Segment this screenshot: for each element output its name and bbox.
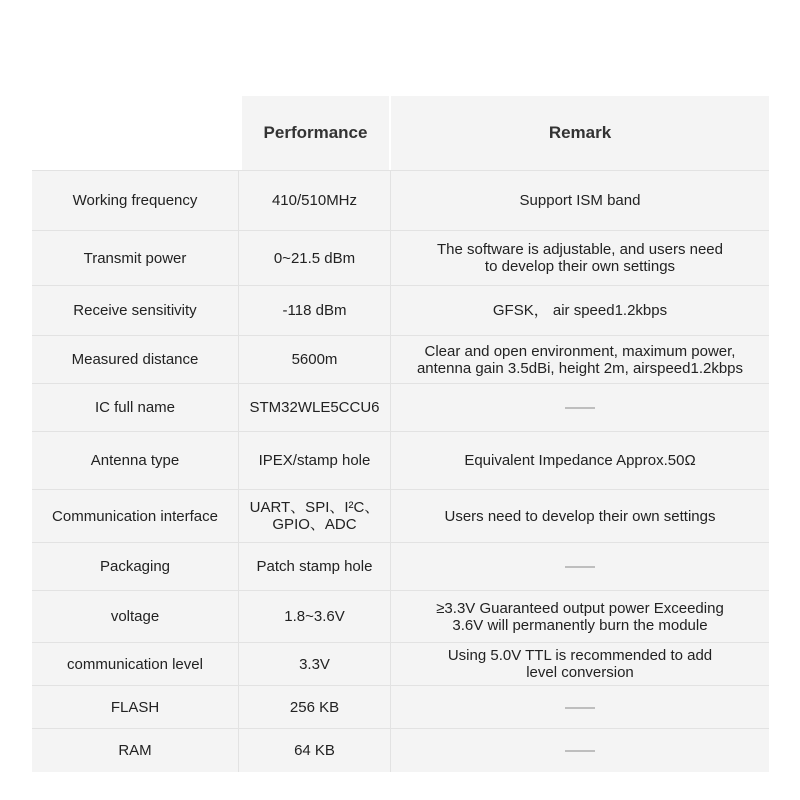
param-cell: Measured distance (71, 351, 199, 368)
remark-cell: Equivalent Impedance Approx.50Ω (464, 452, 696, 469)
remark-cell: The software is adjustable, and users need to develop their own settings (436, 241, 723, 275)
remark-cell: —— (565, 558, 595, 575)
performance-cell: 410/510MHz (238, 171, 391, 230)
param-cell: voltage (110, 608, 160, 625)
param-cell: FLASH (110, 698, 160, 716)
table-row (32, 383, 769, 431)
remark-cell: Support ISM band (519, 192, 641, 209)
performance-cell: 3.3V (238, 643, 391, 685)
table-row (32, 170, 769, 230)
performance-cell: 5600m (238, 336, 391, 383)
remark-cell: Clear and open environment, maximum power, antenna gain 3.5dBi, height 2m, airspeed1.2kbps (416, 342, 744, 377)
remark-cell: —— (565, 698, 595, 716)
remark-cell: GFSK， air speed1.2kbps (492, 302, 668, 319)
table-row (32, 642, 769, 685)
param-cell: IC full name (94, 399, 176, 416)
param-cell: Antenna type (90, 452, 180, 469)
remark-cell: Users need to develop their own settings (444, 507, 716, 525)
param-cell: communication level (67, 655, 203, 673)
table-row (32, 685, 769, 728)
header-remark-label: Remark (548, 123, 612, 142)
remark-cell: —— (565, 399, 595, 416)
remark-cell: —— (565, 742, 595, 759)
table-row (32, 542, 769, 590)
performance-cell: UART、SPI、I²C、 GPIO、ADC (238, 490, 391, 542)
table-row (32, 230, 769, 285)
header-performance-label: Performance (263, 123, 368, 142)
param-cell: Working frequency (72, 192, 198, 209)
table-row (32, 728, 769, 772)
performance-cell: 0~21.5 dBm (238, 231, 391, 285)
performance-cell: Patch stamp hole (238, 543, 391, 590)
performance-cell: 1.8~3.6V (238, 591, 391, 642)
header-performance (242, 96, 389, 170)
param-cell: Transmit power (83, 249, 187, 267)
param-cell: RAM (118, 742, 152, 759)
table-row (32, 590, 769, 642)
performance-cell: 64 KB (238, 729, 391, 772)
table-row (32, 285, 769, 335)
table-row (32, 489, 769, 542)
performance-cell: 256 KB (238, 686, 391, 728)
performance-cell: IPEX/stamp hole (238, 432, 391, 489)
remark-cell: Using 5.0V TTL is recommended to add level conversion (447, 647, 713, 681)
header-remark (391, 96, 769, 170)
param-cell: Packaging (99, 558, 171, 575)
param-cell: Receive sensitivity (73, 302, 197, 319)
table-row (32, 431, 769, 489)
performance-cell: STM32WLE5CCU6 (238, 384, 391, 431)
table-row (32, 335, 769, 383)
param-cell: Communication interface (52, 507, 218, 525)
performance-cell: -118 dBm (238, 286, 391, 335)
remark-cell: ≥3.3V Guaranteed output power Exceeding 3.6V will permanently burn the module (436, 599, 724, 634)
